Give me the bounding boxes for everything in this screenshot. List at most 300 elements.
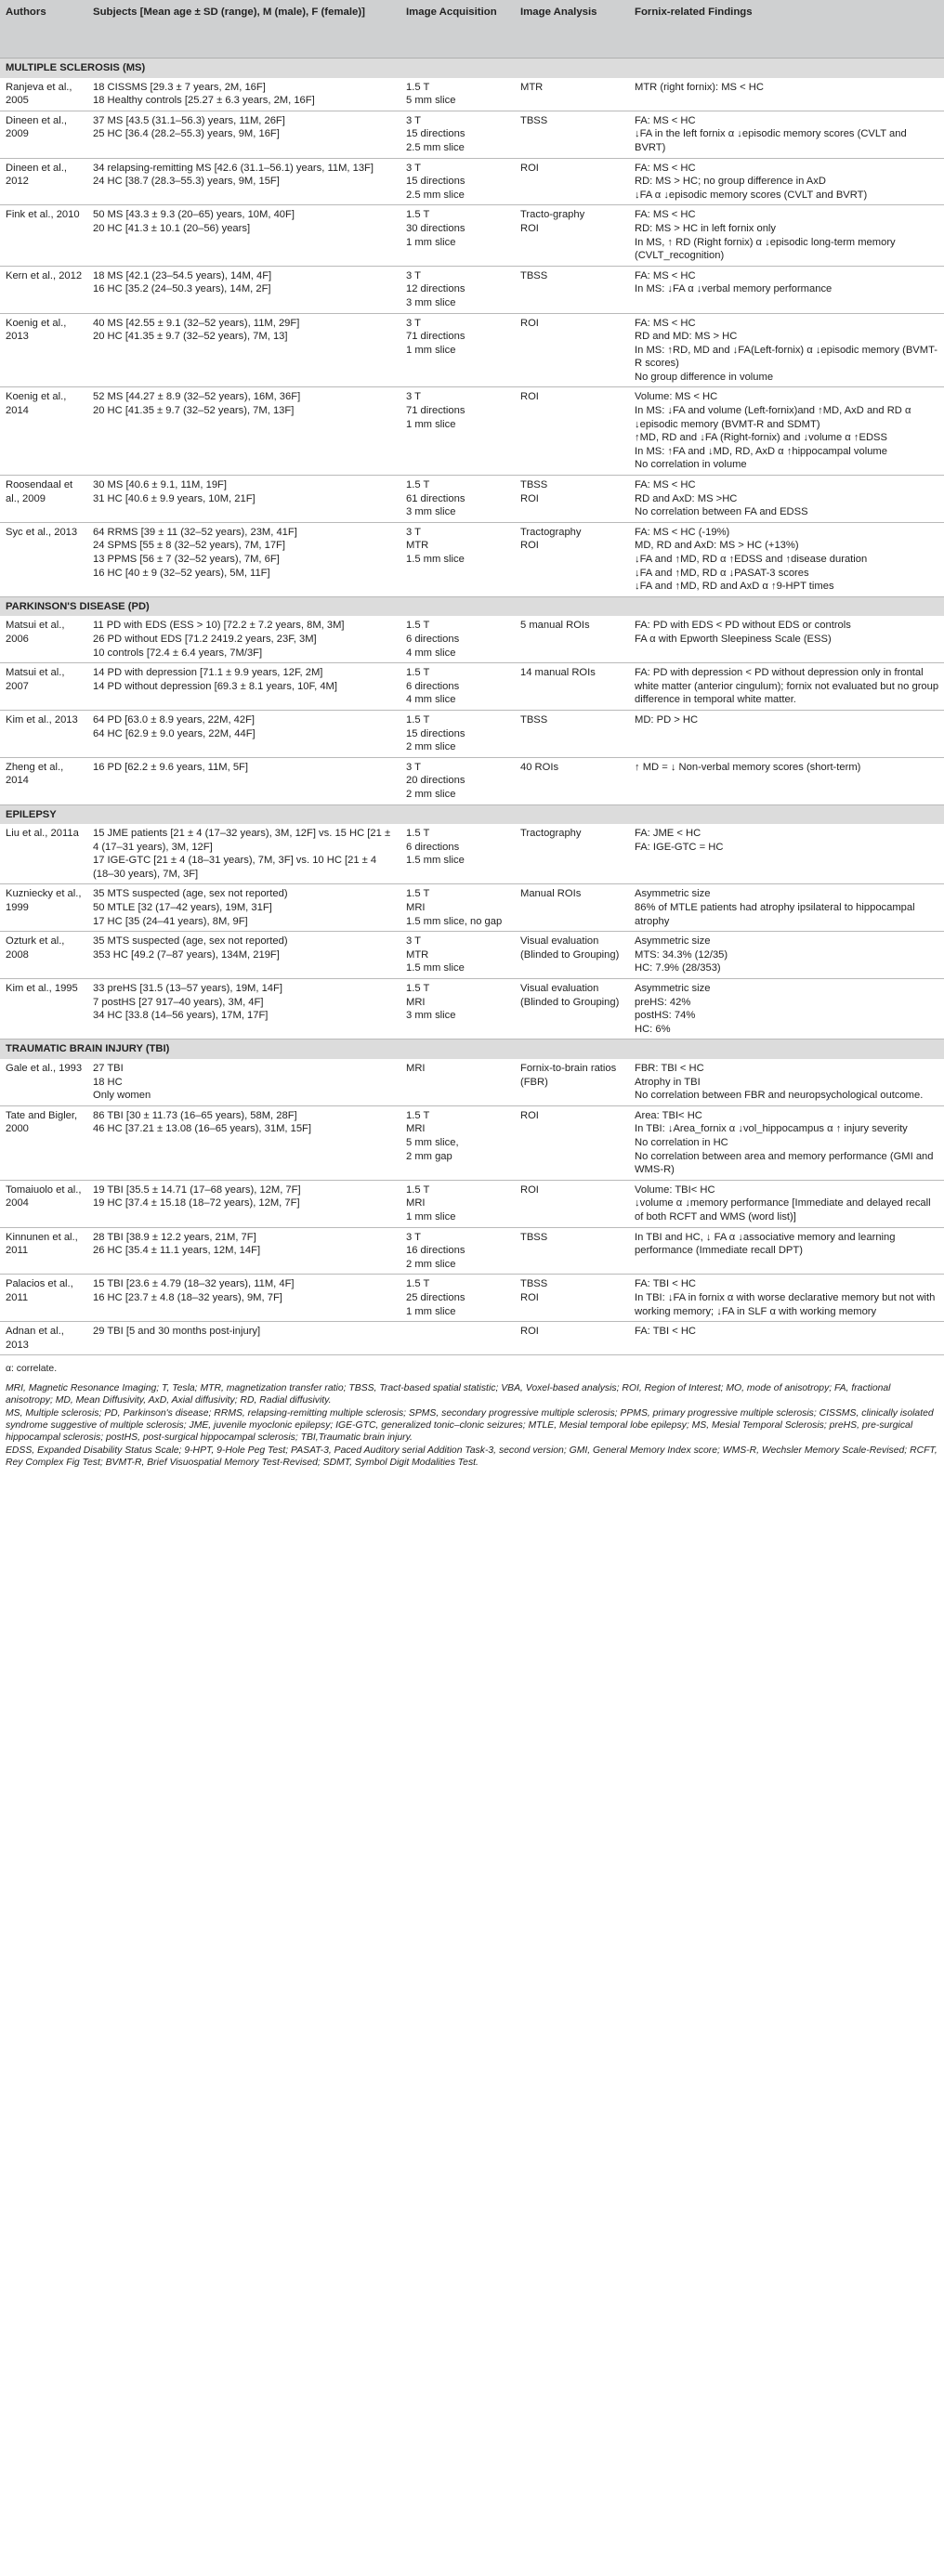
- acquisition-line: 1.5 T: [406, 983, 430, 995]
- table-footnotes: [0, 1355, 944, 1469]
- subject-line: 86 TBI [30 ± 11.73 (16–65 years), 58M, 28F]: [93, 1109, 297, 1121]
- cell-image-acquisition: [400, 824, 515, 884]
- subject-line: 28 TBI [38.9 ± 12.2 years, 21M, 7F]: [93, 1231, 256, 1243]
- finding-line: Asymmetric size: [635, 983, 711, 995]
- finding-line: ↓FA α ↓episodic memory scores (CVLT and BVRT): [635, 189, 868, 201]
- acquisition-line: 16 directions: [406, 1245, 465, 1257]
- acquisition-line: 5 mm slice,: [406, 1136, 459, 1148]
- analysis-line: ROI: [520, 492, 539, 504]
- subject-line: 46 HC [37.21 ± 13.08 (16–65 years), 31M, 15F]: [93, 1123, 311, 1135]
- cell-findings: [629, 111, 944, 158]
- cell-image-analysis: [515, 884, 629, 932]
- cell-subjects: [87, 476, 400, 523]
- section-title: PARKINSON'S DISEASE (PD): [0, 596, 944, 616]
- cell-author: Roosendaal et al., 2009: [0, 476, 87, 523]
- analysis-line: Tractography: [520, 828, 582, 840]
- finding-line: ↑MD, RD and ↓FA (Right-fornix) and ↓volume α ↑EDSS: [635, 432, 887, 444]
- subject-line: 40 MS [42.55 ± 9.1 (32–52 years), 11M, 29F]: [93, 317, 300, 329]
- cell-findings: [629, 78, 944, 111]
- table-row: [0, 932, 944, 979]
- acquisition-line: 1.5 T: [406, 479, 430, 491]
- acquisition-line: 15 directions: [406, 128, 465, 140]
- subject-line: 16 PD [62.2 ± 9.6 years, 11M, 5F]: [93, 761, 248, 773]
- cell-author: Gale et al., 1993: [0, 1059, 87, 1105]
- cell-findings: [629, 932, 944, 979]
- finding-line: Volume: MS < HC: [635, 391, 718, 403]
- acquisition-line: 15 directions: [406, 727, 465, 739]
- cell-image-analysis: [515, 979, 629, 1040]
- acquisition-line: 1.5 T: [406, 81, 430, 93]
- finding-line: In TBI and HC, ↓ FA α ↓associative memory and learning performance (Immediate recall DPT): [635, 1231, 896, 1257]
- acquisition-line: 2.5 mm slice: [406, 141, 465, 153]
- cell-findings: [629, 1227, 944, 1275]
- cell-subjects: [87, 205, 400, 266]
- cell-image-analysis: [515, 663, 629, 711]
- table-row: [0, 158, 944, 205]
- cell-findings: [629, 1322, 944, 1355]
- cell-image-analysis: [515, 1227, 629, 1275]
- cell-subjects: [87, 266, 400, 313]
- subject-line: 26 PD without EDS [71.2 2419.2 years, 23F, 3M]: [93, 633, 317, 645]
- cell-image-analysis: [515, 158, 629, 205]
- cell-image-acquisition: [400, 663, 515, 711]
- table-row: [0, 111, 944, 158]
- acquisition-line: 71 directions: [406, 331, 465, 343]
- cell-image-acquisition: [400, 1105, 515, 1180]
- cell-author: Ranjeva et al., 2005: [0, 78, 87, 111]
- cell-author: Fink et al., 2010: [0, 205, 87, 266]
- subject-line: 18 MS [42.1 (23–54.5 years), 14M, 4F]: [93, 269, 272, 281]
- table-row: [0, 884, 944, 932]
- subject-line: 13 PPMS [56 ± 7 (32–52 years), 7M, 6F]: [93, 554, 280, 565]
- finding-line: HC: 7.9% (28/353): [635, 962, 721, 974]
- subject-line: 31 HC [40.6 ± 9.9 years, 10M, 21F]: [93, 492, 256, 504]
- cell-findings: [629, 1059, 944, 1105]
- cell-author: Liu et al., 2011a: [0, 824, 87, 884]
- cell-findings: [629, 387, 944, 476]
- cell-subjects: [87, 522, 400, 596]
- acquisition-line: 1.5 mm slice: [406, 554, 465, 565]
- footnote-correlate: α: correlate.: [6, 1364, 58, 1375]
- cell-author: Matsui et al., 2007: [0, 663, 87, 711]
- subject-line: 16 HC [35.2 (24–50.3 years), 14M, 2F]: [93, 283, 271, 295]
- cell-image-analysis: [515, 266, 629, 313]
- cell-author: Tomaiuolo et al., 2004: [0, 1180, 87, 1227]
- cell-image-acquisition: [400, 1275, 515, 1322]
- finding-line: FA: MS < HC: [635, 269, 696, 281]
- cell-subjects: [87, 1322, 400, 1355]
- acquisition-line: 3 T: [406, 761, 421, 773]
- acquisition-line: 6 directions: [406, 841, 460, 853]
- finding-line: Asymmetric size: [635, 888, 711, 900]
- subject-line: 26 HC [35.4 ± 11.1 years, 12M, 14F]: [93, 1245, 261, 1257]
- analysis-line: ROI: [520, 162, 539, 174]
- subject-line: 20 HC [41.3 ± 10.1 (20–56) years]: [93, 222, 251, 234]
- finding-line: Atrophy in TBI: [635, 1076, 701, 1088]
- subject-line: 19 TBI [35.5 ± 14.71 (17–68 years), 12M, 7F]: [93, 1183, 301, 1196]
- finding-line: RD: MS > HC in left fornix only: [635, 222, 777, 234]
- analysis-line: Fornix-to-brain ratios (FBR): [520, 1063, 617, 1088]
- cell-image-acquisition: [400, 158, 515, 205]
- cell-author: Kim et al., 1995: [0, 979, 87, 1040]
- subject-line: 24 SPMS [55 ± 8 (32–52 years), 7M, 17F]: [93, 540, 285, 552]
- cell-subjects: [87, 1059, 400, 1105]
- subject-line: 16 HC [40 ± 9 (32–52 years), 5M, 11F]: [93, 567, 270, 579]
- finding-line: FA: TBI < HC: [635, 1326, 697, 1338]
- cell-image-acquisition: [400, 710, 515, 757]
- cell-image-analysis: [515, 313, 629, 387]
- cell-image-acquisition: [400, 884, 515, 932]
- cell-findings: [629, 522, 944, 596]
- subject-line: 35 MTS suspected (age, sex not reported): [93, 935, 288, 948]
- cell-subjects: [87, 1275, 400, 1322]
- section-header-row: [0, 1040, 944, 1059]
- acquisition-line: 2.5 mm slice: [406, 189, 465, 201]
- finding-line: FA: TBI < HC: [635, 1278, 697, 1290]
- cell-subjects: [87, 710, 400, 757]
- finding-line: RD and MD: MS > HC: [635, 331, 738, 343]
- finding-line: ↓FA and ↑MD, RD α ↓PASAT-3 scores: [635, 567, 809, 579]
- cell-findings: [629, 710, 944, 757]
- section-header-row: [0, 804, 944, 824]
- subject-line: 64 RRMS [39 ± 11 (32–52 years), 23M, 41F]: [93, 526, 297, 538]
- acquisition-line: 6 directions: [406, 633, 460, 645]
- table-row: [0, 710, 944, 757]
- analysis-line: TBSS: [520, 713, 548, 726]
- subject-line: 24 HC [38.7 (28.3–55.3) years, 9M, 15F]: [93, 176, 280, 188]
- finding-line: No correlation between FBR and neuropsychological outcome.: [635, 1090, 924, 1102]
- acquisition-line: 1.5 T: [406, 1278, 430, 1290]
- subject-line: 7 postHS [27 917–40 years), 3M, 4F]: [93, 996, 264, 1008]
- table-row: [0, 757, 944, 804]
- table-row: [0, 313, 944, 387]
- subject-line: 50 MS [43.3 ± 9.3 (20–65) years, 10M, 40F]: [93, 209, 295, 221]
- subject-line: 17 IGE-GTC [21 ± 4 (18–31 years), 7M, 3F] vs. 10 HC [21 ± 4 (18–30 years), 7M, 3F]: [93, 855, 377, 880]
- cell-image-acquisition: [400, 1227, 515, 1275]
- finding-line: RD: MS > HC; no group difference in AxD: [635, 176, 826, 188]
- table-row: [0, 522, 944, 596]
- finding-line: ↓FA in the left fornix α ↓episodic memory scores (CVLT and BVRT): [635, 128, 907, 153]
- acquisition-line: 1.5 T: [406, 667, 430, 679]
- cell-findings: [629, 824, 944, 884]
- table-row: [0, 266, 944, 313]
- table-row: [0, 1275, 944, 1322]
- cell-image-analysis: [515, 476, 629, 523]
- finding-line: In TBI: ↓FA in fornix α with worse declarative memory but not with working memory; ↓FA in SLF α with working memory: [635, 1291, 936, 1317]
- cell-subjects: [87, 78, 400, 111]
- finding-line: Volume: TBI< HC: [635, 1183, 715, 1196]
- acquisition-line: 4 mm slice: [406, 647, 456, 659]
- acquisition-line: MRI: [406, 996, 426, 1008]
- acquisition-line: 1 mm slice: [406, 1210, 456, 1223]
- cell-image-analysis: [515, 616, 629, 662]
- finding-line: No correlation in HC: [635, 1136, 728, 1148]
- acquisition-line: 2 mm slice: [406, 741, 456, 753]
- acquisition-line: 3 T: [406, 114, 421, 126]
- cell-image-acquisition: [400, 1322, 515, 1355]
- cell-subjects: [87, 111, 400, 158]
- cell-author: Kim et al., 2013: [0, 710, 87, 757]
- finding-line: MD: PD > HC: [635, 713, 699, 726]
- finding-line: In MS: ↓FA and volume (Left-fornix)and ↑MD, AxD and RD α ↓episodic memory (BVMT-R and SDMT): [635, 405, 911, 430]
- analysis-line: ROI: [520, 391, 539, 403]
- subject-line: 18 Healthy controls [25.27 ± 6.3 years, 2M, 16F]: [93, 95, 315, 107]
- cell-author: Adnan et al., 2013: [0, 1322, 87, 1355]
- table-row: [0, 1059, 944, 1105]
- cell-subjects: [87, 824, 400, 884]
- acquisition-line: 20 directions: [406, 775, 465, 787]
- acquisition-line: 1.5 T: [406, 1183, 430, 1196]
- finding-line: FA: PD with depression < PD without depression only in frontal white matter (anterior cingulum); fornix not evaluated but no group difference in temporal white matter.: [635, 667, 939, 706]
- acquisition-line: 1.5 T: [406, 620, 430, 632]
- acquisition-line: 1.5 T: [406, 713, 430, 726]
- acquisition-line: 15 directions: [406, 176, 465, 188]
- acquisition-line: MRI: [406, 1063, 426, 1074]
- subject-line: 30 MS [40.6 ± 9.1, 11M, 19F]: [93, 479, 227, 491]
- subject-line: 19 HC [37.4 ± 15.18 (18–72 years), 12M, 7F]: [93, 1197, 300, 1210]
- cell-image-analysis: [515, 111, 629, 158]
- acquisition-line: 3 T: [406, 162, 421, 174]
- finding-line: ↑ MD = ↓ Non-verbal memory scores (short-term): [635, 761, 861, 773]
- analysis-line: Visual evaluation (Blinded to Grouping): [520, 983, 620, 1008]
- cell-author: Palacios et al., 2011: [0, 1275, 87, 1322]
- finding-line: RD and AxD: MS >HC: [635, 492, 738, 504]
- analysis-line: ROI: [520, 1183, 539, 1196]
- finding-line: 86% of MTLE patients had atrophy ipsilateral to hippocampal atrophy: [635, 902, 915, 927]
- acquisition-line: 1.5 mm slice: [406, 855, 465, 867]
- analysis-line: TBSS: [520, 1278, 548, 1290]
- table-row: [0, 1105, 944, 1180]
- cell-findings: [629, 884, 944, 932]
- table-row: [0, 663, 944, 711]
- cell-image-acquisition: [400, 522, 515, 596]
- finding-line: FA: MS < HC (-19%): [635, 526, 730, 538]
- cell-image-acquisition: [400, 266, 515, 313]
- cell-author: Kuzniecky et al., 1999: [0, 884, 87, 932]
- finding-line: No correlation in volume: [635, 459, 747, 471]
- subject-line: 11 PD with EDS (ESS > 10) [72.2 ± 7.2 years, 8M, 3M]: [93, 620, 345, 632]
- analysis-line: 5 manual ROIs: [520, 620, 590, 632]
- analysis-line: Manual ROIs: [520, 888, 582, 900]
- table-row: [0, 616, 944, 662]
- cell-image-acquisition: [400, 313, 515, 387]
- header-image-acquisition: Image Acquisition: [400, 0, 515, 59]
- finding-line: In MS: ↑FA and ↓MD, RD, AxD α ↑hippocampal volume: [635, 445, 887, 457]
- subject-line: 20 HC [41.35 ± 9.7 (32–52 years), 7M, 13]: [93, 331, 288, 343]
- subject-line: 27 TBI: [93, 1063, 124, 1074]
- acquisition-line: 4 mm slice: [406, 694, 456, 706]
- section-header-row: [0, 59, 944, 78]
- subject-line: 64 PD [63.0 ± 8.9 years, 22M, 42F]: [93, 713, 256, 726]
- cell-findings: [629, 205, 944, 266]
- finding-line: ↓FA and ↑MD, RD and AxD α ↑9-HPT times: [635, 581, 834, 593]
- finding-line: FA: MS < HC: [635, 317, 696, 329]
- acquisition-line: 3 T: [406, 935, 421, 948]
- finding-line: ↓volume α ↓memory performance [Immediate and delayed recall of both RCFT and WMS (word list)]: [635, 1197, 931, 1223]
- table-body: [0, 59, 944, 1355]
- cell-author: Kern et al., 2012: [0, 266, 87, 313]
- table-row: [0, 824, 944, 884]
- finding-line: FA α with Epworth Sleepiness Scale (ESS): [635, 633, 832, 645]
- analysis-line: Tracto-graphy: [520, 209, 585, 221]
- cell-author: Dineen et al., 2012: [0, 158, 87, 205]
- table-header: [0, 0, 944, 59]
- acquisition-line: 71 directions: [406, 405, 465, 417]
- acquisition-line: 2 mm gap: [406, 1150, 452, 1162]
- acquisition-line: 1.5 mm slice: [406, 962, 465, 974]
- cell-image-analysis: [515, 205, 629, 266]
- acquisition-line: 1.5 T: [406, 828, 430, 840]
- cell-author: Koenig et al., 2013: [0, 313, 87, 387]
- section-title: TRAUMATIC BRAIN INJURY (TBI): [0, 1040, 944, 1059]
- acquisition-line: 1.5 T: [406, 209, 430, 221]
- acquisition-line: 6 directions: [406, 680, 460, 692]
- cell-author: Matsui et al., 2006: [0, 616, 87, 662]
- section-header-row: [0, 596, 944, 616]
- cell-image-acquisition: [400, 387, 515, 476]
- acquisition-line: 1 mm slice: [406, 1305, 456, 1317]
- cell-subjects: [87, 1227, 400, 1275]
- acquisition-line: 12 directions: [406, 283, 465, 295]
- subject-line: 34 HC [33.8 (14–56 years), 17M, 17F]: [93, 1010, 269, 1022]
- table-row: [0, 476, 944, 523]
- cell-image-acquisition: [400, 205, 515, 266]
- acquisition-line: 3 T: [406, 391, 421, 403]
- acquisition-line: MTR: [406, 540, 429, 552]
- cell-image-acquisition: [400, 78, 515, 111]
- cell-image-analysis: [515, 1105, 629, 1180]
- cell-subjects: [87, 616, 400, 662]
- cell-author: Tate and Bigler, 2000: [0, 1105, 87, 1180]
- cell-findings: [629, 1180, 944, 1227]
- finding-line: Asymmetric size: [635, 935, 711, 948]
- acquisition-line: 1.5 mm slice, no gap: [406, 915, 503, 927]
- table-row: [0, 1227, 944, 1275]
- analysis-line: TBSS: [520, 1231, 548, 1243]
- cell-subjects: [87, 884, 400, 932]
- subject-line: 353 HC [49.2 (7–87 years), 134M, 219F]: [93, 948, 280, 961]
- finding-line: FA: JME < HC: [635, 828, 701, 840]
- acquisition-line: 1 mm slice: [406, 418, 456, 430]
- acquisition-line: 25 directions: [406, 1291, 465, 1303]
- acquisition-line: MTR: [406, 948, 429, 961]
- cell-image-acquisition: [400, 979, 515, 1040]
- finding-line: FBR: TBI < HC: [635, 1063, 704, 1074]
- subject-line: 17 HC [35 (24–41 years), 8M, 9F]: [93, 915, 248, 927]
- analysis-line: 40 ROIs: [520, 761, 559, 773]
- cell-subjects: [87, 932, 400, 979]
- acquisition-line: 3 T: [406, 526, 421, 538]
- analysis-line: ROI: [520, 540, 539, 552]
- cell-findings: [629, 663, 944, 711]
- subject-line: 35 MTS suspected (age, sex not reported): [93, 888, 288, 900]
- finding-line: No correlation between FA and EDSS: [635, 506, 808, 518]
- analysis-line: Visual evaluation (Blinded to Grouping): [520, 935, 620, 961]
- finding-line: FA: IGE-GTC = HC: [635, 841, 724, 853]
- analysis-line: TBSS: [520, 114, 548, 126]
- cell-subjects: [87, 1180, 400, 1227]
- table-row: [0, 979, 944, 1040]
- cell-subjects: [87, 387, 400, 476]
- acquisition-line: 3 T: [406, 1231, 421, 1243]
- cell-subjects: [87, 663, 400, 711]
- subject-line: 33 preHS [31.5 (13–57 years), 19M, 14F]: [93, 983, 282, 995]
- finding-line: MD, RD and AxD: MS > HC (+13%): [635, 540, 799, 552]
- cell-image-acquisition: [400, 111, 515, 158]
- cell-image-analysis: [515, 824, 629, 884]
- header-subjects: Subjects [Mean age ± SD (range), M (male), F (female)]: [87, 0, 400, 59]
- cell-findings: [629, 979, 944, 1040]
- cell-author: Koenig et al., 2014: [0, 387, 87, 476]
- header-fornix-findings: Fornix-related Findings: [629, 0, 944, 59]
- acquisition-line: 3 mm slice: [406, 296, 456, 308]
- cell-author: Syc et al., 2013: [0, 522, 87, 596]
- acquisition-line: 2 mm slice: [406, 1258, 456, 1270]
- cell-subjects: [87, 979, 400, 1040]
- acquisition-line: MRI: [406, 1197, 426, 1210]
- cell-image-analysis: [515, 710, 629, 757]
- subject-line: 16 HC [23.7 ± 4.8 (18–32 years), 9M, 7F]: [93, 1291, 282, 1303]
- cell-image-analysis: [515, 757, 629, 804]
- finding-line: In MS, ↑ RD (Right fornix) α ↓episodic long-term memory (CVLT_recognition): [635, 236, 896, 262]
- analysis-line: Tractography: [520, 526, 582, 538]
- cell-subjects: [87, 1105, 400, 1180]
- acquisition-line: 1 mm slice: [406, 344, 456, 356]
- subject-line: 14 PD without depression [69.3 ± 8.1 years, 10F, 4M]: [93, 680, 337, 692]
- analysis-line: ROI: [520, 1109, 539, 1121]
- cell-findings: [629, 1105, 944, 1180]
- acquisition-line: 1 mm slice: [406, 236, 456, 248]
- cell-image-analysis: [515, 1322, 629, 1355]
- subject-line: 15 JME patients [21 ± 4 (17–32 years), 3M, 12F] vs. 15 HC [21 ± 4 (17–31 years), 3M, 12F]: [93, 828, 391, 853]
- finding-line: ↓FA and ↑MD, RD α ↑EDSS and ↑disease duration: [635, 554, 868, 565]
- cell-image-analysis: [515, 1180, 629, 1227]
- finding-line: Area: TBI< HC: [635, 1109, 702, 1121]
- analysis-line: ROI: [520, 222, 539, 234]
- analysis-line: ROI: [520, 1291, 539, 1303]
- header-authors: Authors: [0, 0, 87, 59]
- subject-line: 52 MS [44.27 ± 8.9 (32–52 years), 16M, 36F]: [93, 391, 301, 403]
- cell-findings: [629, 1275, 944, 1322]
- subject-line: 18 HC: [93, 1076, 123, 1088]
- acquisition-line: 61 directions: [406, 492, 465, 504]
- cell-image-analysis: [515, 78, 629, 111]
- acquisition-line: 2 mm slice: [406, 788, 456, 800]
- section-title: EPILEPSY: [0, 804, 944, 824]
- analysis-line: ROI: [520, 317, 539, 329]
- cell-author: Kinnunen et al., 2011: [0, 1227, 87, 1275]
- acquisition-line: 1.5 T: [406, 1109, 430, 1121]
- cell-author: Zheng et al., 2014: [0, 757, 87, 804]
- subject-line: 18 CISSMS [29.3 ± 7 years, 2M, 16F]: [93, 81, 266, 93]
- acquisition-line: 3 T: [406, 317, 421, 329]
- analysis-line: 14 manual ROIs: [520, 667, 596, 679]
- finding-line: FA: MS < HC: [635, 479, 696, 491]
- cell-image-acquisition: [400, 1180, 515, 1227]
- cell-findings: [629, 476, 944, 523]
- acquisition-line: 1.5 T: [406, 888, 430, 900]
- cell-image-analysis: [515, 522, 629, 596]
- finding-line: FA: MS < HC: [635, 114, 696, 126]
- cell-image-acquisition: [400, 616, 515, 662]
- subject-line: 20 HC [41.35 ± 9.7 (32–52 years), 7M, 13F]: [93, 405, 295, 417]
- cell-image-acquisition: [400, 757, 515, 804]
- cell-findings: [629, 266, 944, 313]
- acquisition-line: 5 mm slice: [406, 95, 456, 107]
- cell-image-analysis: [515, 1275, 629, 1322]
- subject-line: Only women: [93, 1090, 151, 1102]
- finding-line: No group difference in volume: [635, 371, 774, 383]
